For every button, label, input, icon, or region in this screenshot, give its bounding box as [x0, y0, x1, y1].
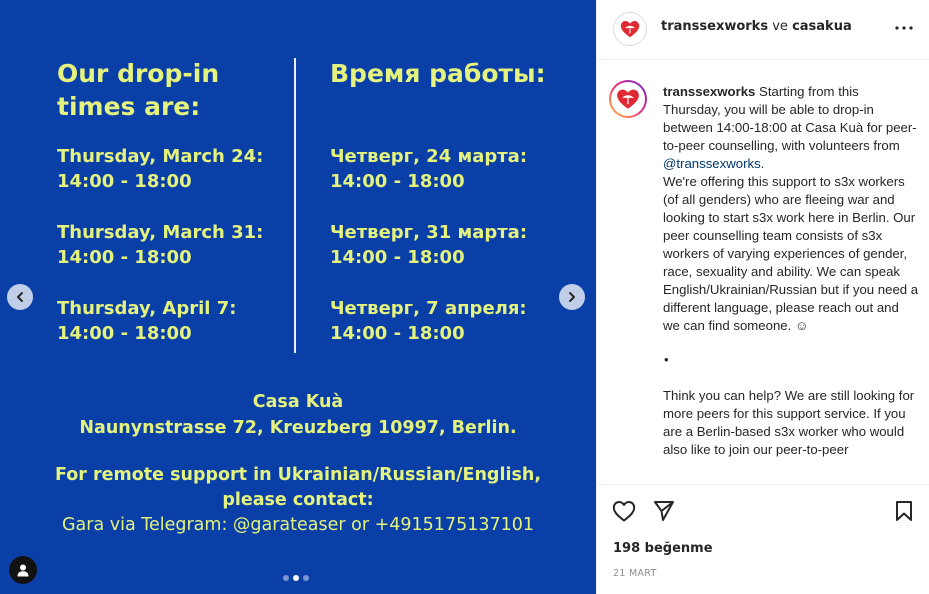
- ru-schedule-time: 14:00 - 18:00: [330, 171, 465, 192]
- en-title-line-1: Our drop-in: [57, 59, 220, 88]
- red-heart-umbrella-icon: [615, 86, 641, 112]
- remote-support-line-1: For remote support in Ukrainian/Russian/English,: [55, 465, 541, 485]
- en-schedule-item: [57, 220, 263, 270]
- ru-title: Время работы:: [330, 59, 546, 88]
- en-schedule-time: 14:00 - 18:00: [57, 171, 192, 192]
- chevron-right-icon: [566, 291, 578, 303]
- en-title-line-2: times are:: [57, 92, 201, 121]
- carousel-indicator: [283, 575, 309, 581]
- author-avatar[interactable]: [613, 12, 647, 46]
- save-button[interactable]: [891, 498, 917, 524]
- carousel-dot-active: [293, 575, 299, 581]
- bookmark-icon: [895, 500, 913, 522]
- ru-schedule-time: 14:00 - 18:00: [330, 323, 465, 344]
- caption-paragraph-1: [663, 83, 919, 173]
- post-header: [597, 0, 929, 60]
- en-title: [57, 57, 219, 123]
- en-schedule-day: Thursday, April 7:: [57, 298, 237, 319]
- remote-support-line-2: please contact:: [222, 490, 374, 510]
- caption-username[interactable]: transsexworks: [663, 84, 756, 99]
- caption-author-avatar[interactable]: [609, 80, 647, 118]
- ru-schedule-day: Четверг, 24 марта:: [330, 146, 528, 167]
- en-schedule-item: [57, 144, 263, 194]
- en-schedule-item: [57, 296, 236, 346]
- likes-count[interactable]: 198 beğenme: [613, 541, 713, 556]
- caption-paragraph-3: Think you can help? We are still looking for more peers for this support service. If you are a Berlin-based s3x worker who would also like to join our peer-to-peer: [663, 388, 915, 457]
- carousel-dot: [303, 575, 309, 581]
- contact-info: Gara via Telegram: @garateaser or +4915175137101: [61, 515, 535, 535]
- red-heart-umbrella-icon: [619, 18, 641, 40]
- ellipsis-icon: [895, 26, 913, 30]
- post-date[interactable]: 21 MART: [613, 568, 657, 579]
- caption-text-p1: Starting from this Thursday, you will be able to drop-in between 14:00-18:00 at Casa Kuà for peer-to-peer counselling, with volunteers from: [663, 84, 917, 153]
- like-button[interactable]: [611, 498, 637, 524]
- en-schedule-time: 14:00 - 18:00: [57, 247, 192, 268]
- caption-text-p1-end: .: [760, 156, 765, 171]
- ru-schedule-item: [330, 296, 527, 346]
- caption-section: [597, 60, 929, 485]
- share-button[interactable]: [651, 498, 677, 524]
- mention-link[interactable]: @transsexworks: [663, 156, 761, 171]
- user-icon: [16, 563, 30, 577]
- post-authors: [661, 19, 852, 34]
- author-username[interactable]: transsexworks: [661, 19, 769, 34]
- carousel-dot: [283, 575, 289, 581]
- prev-slide-button[interactable]: [7, 284, 33, 310]
- caption-paragraph-2: We're offering this support to s3x workers (of all genders) who are fleeing war and looking to start s3x work here in Berlin. Our peer counselling team consists of s3x workers of varying experiences of gender, race, sexuality and ability. We can speak English/Ukrainian/Russian but if you need a different language, please reach out and we can find someone. ☺: [663, 174, 919, 333]
- caption-text: [663, 83, 919, 459]
- next-slide-button[interactable]: [559, 284, 585, 310]
- ru-schedule-day: Четверг, 7 апреля:: [330, 298, 527, 319]
- caption-bullet: •: [664, 352, 669, 367]
- tagged-users-button[interactable]: [9, 556, 37, 584]
- paper-plane-icon: [653, 500, 675, 522]
- heart-icon: [612, 500, 636, 522]
- en-schedule-day: Thursday, March 24:: [57, 146, 264, 167]
- more-options-button[interactable]: [892, 18, 916, 38]
- venue-name: Casa Kuà: [252, 392, 344, 412]
- ru-schedule-day: Четверг, 31 марта:: [330, 222, 528, 243]
- en-schedule-day: Thursday, March 31:: [57, 222, 264, 243]
- chevron-left-icon: [14, 291, 26, 303]
- ru-schedule-time: 14:00 - 18:00: [330, 247, 465, 268]
- venue-address: Naunynstrasse 72, Kreuzberg 10997, Berlin.: [79, 418, 517, 438]
- column-divider: [294, 58, 296, 353]
- post-sidebar: [596, 0, 929, 594]
- author-conjunction: ve: [772, 19, 788, 34]
- ru-schedule-item: [330, 220, 527, 270]
- action-bar: [597, 486, 929, 536]
- ru-schedule-item: [330, 144, 527, 194]
- collaborator-username[interactable]: casakua: [792, 19, 852, 34]
- en-schedule-time: 14:00 - 18:00: [57, 323, 192, 344]
